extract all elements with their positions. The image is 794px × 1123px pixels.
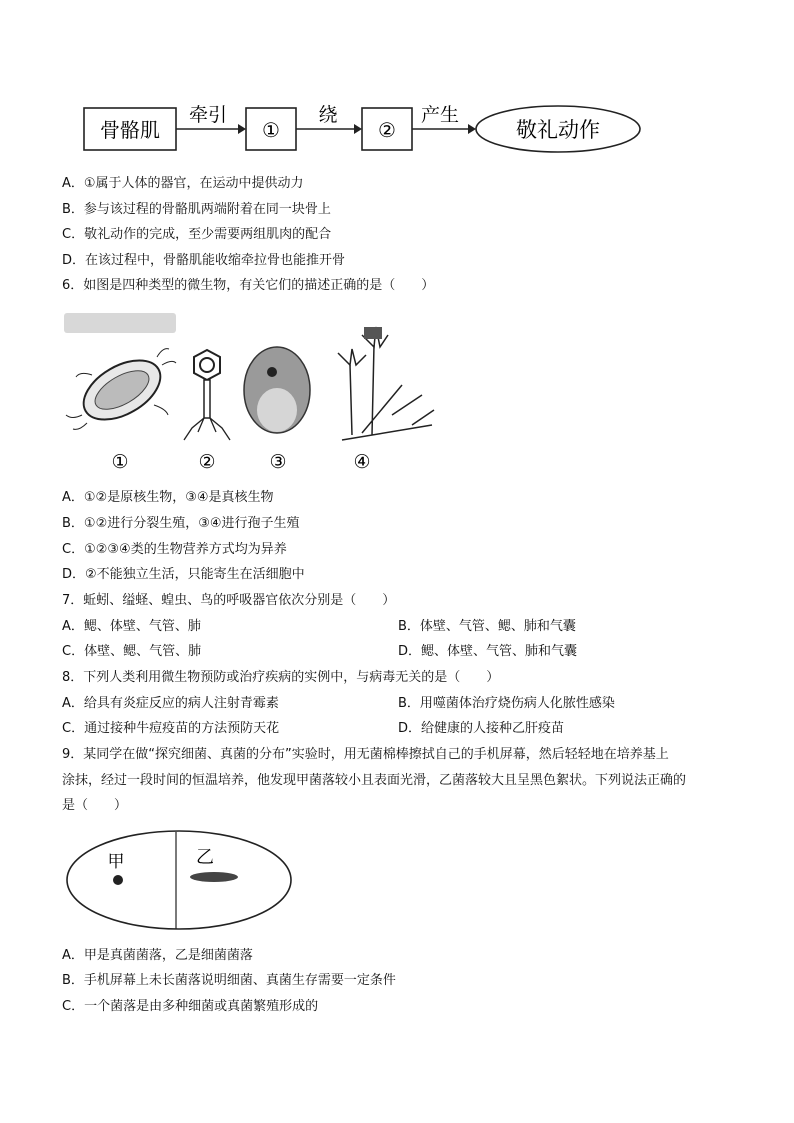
q7-option-b: B．体壁、气管、鳃、肺和气囊	[398, 619, 576, 634]
flow-arrow-2-label: 绕	[318, 104, 338, 126]
q9-stem-line1: 9．某同学在做“探究细菌、真菌的分布”实验时，用无菌棉棒擦拭自己的手机屏幕，然后轻轻地在培养基上	[62, 747, 669, 762]
q6-option-c: C．①②③④类的生物营养方式均为异养	[62, 542, 287, 557]
q7-option-c: C．体壁、鳃、气管、肺	[62, 644, 202, 659]
figure-label-3: ③	[269, 451, 287, 473]
q6-option-b: B．①②进行分裂生殖，③④进行孢子生殖	[62, 516, 300, 531]
q7-option-a: A．鳃、体壁、气管、肺	[62, 619, 201, 634]
petri-dish-figure	[62, 825, 298, 935]
q8-option-d: D．给健康的人接种乙肝疫苗	[398, 721, 565, 736]
flow-arrow-3-label: 产生	[420, 104, 460, 126]
yeast-cell-icon	[244, 347, 310, 433]
bacterium-icon	[66, 348, 176, 432]
q7-stem: 7．蚯蚓、缢蛏、蝗虫、鸟的呼吸器官依次分别是（ ）	[62, 593, 396, 608]
q9-stem-line3: 是（ ）	[62, 798, 128, 813]
dish-label-left: 甲	[107, 852, 125, 872]
blurred-watermark	[64, 313, 176, 333]
q6-option-a: A．①②是原核生物，③④是真核生物	[62, 490, 274, 505]
dish-label-right: 乙	[196, 847, 214, 868]
virus-icon	[184, 350, 230, 440]
q5-option-b: B．参与该过程的骨骼肌两端附着在同一块骨上	[62, 202, 331, 217]
q5-option-c: C．敬礼动作的完成，至少需要两组肌肉的配合	[62, 227, 332, 242]
colony-large	[190, 872, 238, 882]
flow-arrowhead-3	[468, 124, 476, 134]
q8-option-b: B．用噬菌体治疗烧伤病人化脓性感染	[398, 696, 615, 711]
q8-stem: 8．下列人类利用微生物预防或治疗疾病的实例中，与病毒无关的是（ ）	[62, 670, 500, 685]
flow-arrowhead-1	[238, 124, 246, 134]
q8-option-a: A．给具有炎症反应的病人注射青霉素	[62, 696, 279, 711]
flow-arrowhead-2	[354, 124, 362, 134]
muscle-flow-diagram	[78, 95, 648, 165]
flow-ellipse-label: 敬礼动作	[516, 118, 600, 142]
colony-small	[113, 875, 123, 885]
microorganism-figure	[62, 305, 438, 480]
flow-box-2-label: ②	[378, 118, 396, 142]
q5-option-a: A．①属于人体的器官，在运动中提供动力	[62, 176, 304, 191]
q8-option-c: C．通过接种牛痘疫苗的方法预防天花	[62, 721, 280, 736]
flow-arrow-1-label: 牵引	[188, 104, 228, 126]
q9-option-b: B．手机屏幕上未长菌落说明细菌、真菌生存需要一定条件	[62, 973, 396, 988]
flow-box-muscle-label: 骨骼肌	[100, 118, 160, 142]
q7-option-d: D．鳃、体壁、气管、肺和气囊	[398, 644, 578, 659]
figure-label-1: ①	[111, 451, 129, 473]
figure-label-2: ②	[198, 451, 216, 473]
flow-box-1-label: ①	[262, 118, 280, 142]
q5-option-d: D．在该过程中，骨骼肌能收缩牵拉骨也能推开骨	[62, 253, 346, 268]
q6-option-d: D．②不能独立生活，只能寄生在活细胞中	[62, 567, 305, 582]
figure-label-4: ④	[353, 451, 371, 473]
q6-stem: 6．如图是四种类型的微生物，有关它们的描述正确的是（ ）	[62, 278, 435, 293]
q9-stem-line2: 涂抹，经过一段时间的恒温培养，他发现甲菌落较小且表面光滑，乙菌落较大且呈黑色絮状。下列说法正确的	[62, 773, 687, 788]
petri-dish-outline	[67, 831, 291, 929]
q9-option-c: C．一个菌落是由多种细菌或真菌繁殖形成的	[62, 999, 319, 1014]
q9-option-a: A．甲是真菌菌落，乙是细菌菌落	[62, 948, 253, 963]
mold-icon	[338, 327, 434, 440]
